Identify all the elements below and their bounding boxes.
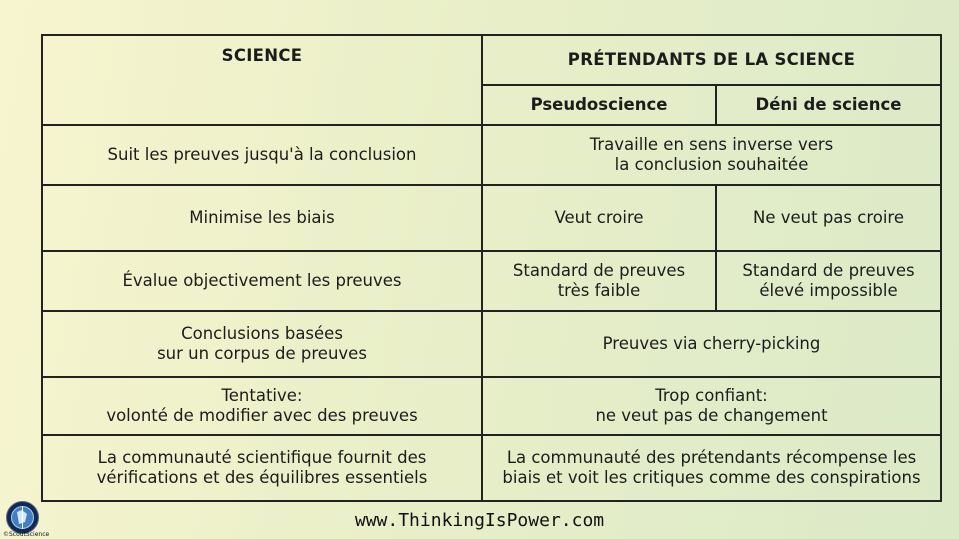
cell-line: Conclusions basées bbox=[181, 324, 343, 343]
science-cell bbox=[42, 435, 482, 501]
table-row bbox=[42, 251, 941, 311]
website-link[interactable]: www.ThinkingIsPower.com bbox=[354, 510, 605, 531]
cell-line: ne veut pas de changement bbox=[595, 406, 828, 425]
cell-line: très faible bbox=[557, 281, 641, 300]
pretenders-cell bbox=[482, 125, 941, 185]
cell-line: Preuves via cherry-picking bbox=[602, 334, 821, 353]
table-row bbox=[42, 435, 941, 501]
pretenders-cell bbox=[482, 311, 941, 377]
cell-line: Standard de preuves bbox=[742, 261, 915, 280]
science-cell bbox=[42, 251, 482, 311]
science-cell bbox=[42, 185, 482, 251]
pseudoscience-cell bbox=[482, 251, 716, 311]
science-cell bbox=[42, 125, 482, 185]
table-row bbox=[42, 311, 941, 377]
cell-line: La communauté des prétendants récompense les bbox=[506, 448, 917, 467]
cell-line: Ne veut pas croire bbox=[753, 208, 904, 227]
cell-line: sur un corpus de preuves bbox=[157, 344, 367, 363]
comparison-table bbox=[41, 34, 942, 502]
cell-line: Travaille en sens inverse vers bbox=[589, 135, 834, 154]
pretenders-header: PRÉTENDANTS DE LA SCIENCE bbox=[482, 35, 941, 85]
pseudoscience-header: Pseudoscience bbox=[482, 85, 716, 125]
science-header: SCIENCE bbox=[42, 35, 482, 125]
cell-line: la conclusion souhaitée bbox=[614, 155, 809, 174]
cell-line: La communauté scientifique fournit des bbox=[97, 448, 427, 467]
pretenders-cell bbox=[482, 377, 941, 435]
cell-line: Suit les preuves jusqu'à la conclusion bbox=[107, 145, 417, 164]
table-row bbox=[42, 377, 941, 435]
denial-cell bbox=[716, 185, 941, 251]
cell-line: Standard de preuves bbox=[512, 261, 686, 280]
denial-cell bbox=[716, 251, 941, 311]
cell-line: volonté de modifier avec des preuves bbox=[106, 406, 418, 425]
cell-line: Minimise les biais bbox=[189, 208, 335, 227]
table-row bbox=[42, 185, 941, 251]
pseudoscience-cell bbox=[482, 185, 716, 251]
cell-line: élevé impossible bbox=[759, 281, 898, 300]
table-row bbox=[42, 125, 941, 185]
science-cell bbox=[42, 377, 482, 435]
science-cell bbox=[42, 311, 482, 377]
denial-header: Déni de science bbox=[716, 85, 941, 125]
cell-line: Veut croire bbox=[554, 208, 644, 227]
cell-line: Évalue objectivement les preuves bbox=[122, 271, 402, 290]
cell-line: Tentative: bbox=[221, 386, 303, 405]
cell-line: vérifications et des équilibres essentiels bbox=[96, 468, 428, 487]
logo-caption: ©ScoutScience bbox=[3, 531, 50, 538]
cell-line: Trop confiant: bbox=[655, 386, 768, 405]
cell-line: biais et voit les critiques comme des conspirations bbox=[502, 468, 921, 487]
pretenders-cell bbox=[482, 435, 941, 501]
